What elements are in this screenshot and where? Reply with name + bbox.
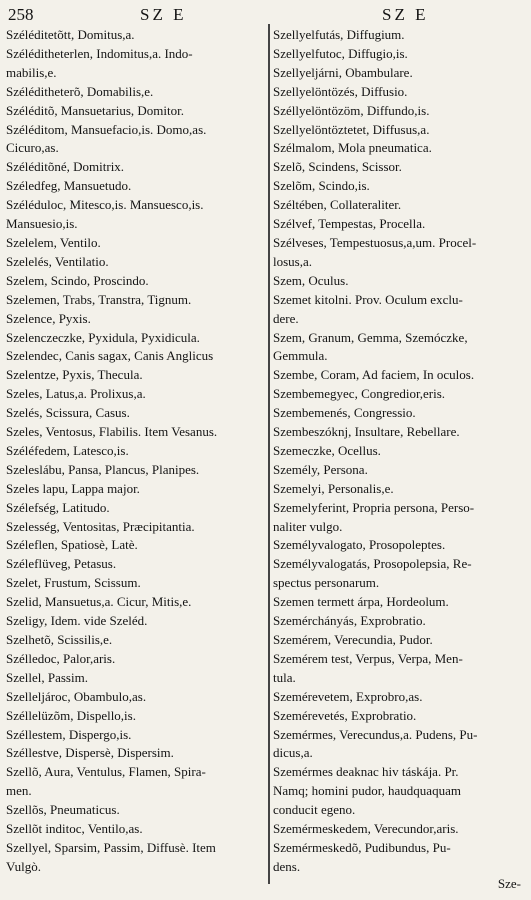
dictionary-entry: Széléditheterlen, Indomitus,a. Indo- mabilis,e. (6, 45, 193, 80)
dictionary-entry: Széléditom, Mansuefacio,is. Domo,as. Cicuro,as. (6, 121, 207, 156)
dictionary-entry: Szemérmes, Verecundus,a. Pudens, Pu- dicus,a. (273, 726, 478, 761)
dictionary-entry: Szelet, Frustum, Scissum. (6, 575, 141, 591)
dictionary-entry: Szemérevetem, Exprobro,as. (273, 688, 423, 704)
dictionary-entry: Szelelem, Ventilo. (6, 234, 101, 250)
dictionary-entry: Személyvalogatás, Prosopolepsia, Re- spectus personarum. (273, 556, 472, 591)
dictionary-entry: Szeles, Ventosus, Flabilis. Item Vesanus. (6, 424, 218, 440)
dictionary-entry: Szemeczke, Ocellus. (273, 442, 381, 458)
left-running-head: SZ E (140, 5, 187, 24)
dictionary-entry: Széléduloc, Mitesco,is. Mansuesco,is. Mansuesio,is. (6, 197, 204, 232)
dictionary-entry: Szemérmeskedem, Verecundor,aris. (273, 821, 459, 837)
dictionary-entry: Szelentze, Pyxis, Thecula. (6, 367, 143, 383)
page-number: 258 (8, 5, 34, 24)
dictionary-entry: Szemen termett árpa, Hordeolum. (273, 594, 449, 610)
dictionary-entry: Szellel, Passim. (6, 669, 88, 685)
dictionary-entry: Szelem, Scindo, Proscindo. (6, 272, 149, 288)
dictionary-entry: Szemet kitolni. Prov. Oculum exclu- dere. (273, 291, 463, 326)
dictionary-entry: Széllestve, Dispersè, Dispersim. (6, 745, 174, 761)
dictionary-entry: Szembemenés, Congressio. (273, 405, 416, 421)
dictionary-entry: Szemérevetés, Exprobratio. (273, 707, 417, 723)
catchword: Sze- (497, 876, 521, 891)
dictionary-entry: Szelendec, Canis sagax, Canis Anglicus (6, 348, 214, 364)
dictionary-entry: Szemérem test, Verpus, Verpa, Men- tula. (273, 650, 463, 685)
dictionary-entry: Szelõ, Scindens, Scissor. (273, 159, 402, 175)
dictionary-entry: Szelesség, Ventositas, Præcipitantia. (6, 518, 195, 534)
dictionary-entry: Szem, Granum, Gemma, Szemóczke, Gemmula. (273, 329, 468, 364)
dictionary-entry: Szembeszóknj, Insultare, Rebellare. (273, 424, 460, 440)
dictionary-entry: Széléfedem, Latesco,is. (6, 442, 129, 458)
dictionary-entry: Szellõs, Pneumaticus. (6, 802, 120, 818)
dictionary-entry: Széleflen, Spatiosè, Latè. (6, 537, 138, 553)
dictionary-entry: Szembemegyec, Congredior,eris. (273, 386, 446, 402)
dictionary-entry: Szelõm, Scindo,is. (273, 178, 370, 194)
dictionary-entry: Széllelüzõm, Dispello,is. (6, 707, 136, 723)
dictionary-entry: Széltében, Collateraliter. (273, 197, 402, 213)
dictionary-entry: Szellyelöntözés, Diffusio. (273, 83, 408, 99)
dictionary-entry: Szelid, Mansuetus,a. Cicur, Mitis,e. (6, 594, 192, 610)
dictionary-entry: Széleflüveg, Petasus. (6, 556, 117, 572)
dictionary-entry: Szemelyferint, Propria persona, Perso- naliter vulgo. (273, 499, 475, 534)
dictionary-entry: Szellyeljárni, Obambulare. (273, 64, 413, 80)
dictionary-entry: Szellyelfutás, Diffugium. (273, 27, 405, 42)
dictionary-entry: Széléditõ, Mansuetarius, Domitor. (6, 102, 185, 118)
dictionary-entry: Szelenczeczke, Pyxidula, Pyxidicula. (6, 329, 200, 345)
dictionary-entry: Szelés, Scissura, Casus. (6, 405, 130, 421)
dictionary-entry: Szemelyi, Personalis,e. (273, 480, 394, 496)
dictionary-entry: Szembe, Coram, Ad faciem, In oculos. (273, 367, 475, 383)
right-column (273, 26, 525, 877)
column-divider (268, 24, 270, 884)
dictionary-entry: Szellyel, Sparsim, Passim, Diffusè. Item Vulgò. (6, 839, 216, 874)
dictionary-entry: Szeleslábu, Pansa, Plancus, Planipes. (6, 461, 200, 477)
dictionary-entry: Szemérmeskedõ, Pudibundus, Pu- dens. (273, 839, 451, 874)
dictionary-entry: Szelleljároc, Obambulo,as. (6, 688, 147, 704)
dictionary-entry: Szélveses, Tempestuosus,a,um. Procel- losus,a. (273, 234, 477, 269)
dictionary-entry: Szeligy, Idem. vide Szeléd. (6, 613, 148, 629)
dictionary-entry: Szélledoc, Palor,aris. (6, 650, 116, 666)
dictionary-entry: Szellõt inditoc, Ventilo,as. (6, 821, 143, 837)
dictionary-entry: Szelhetõ, Scissilis,e. (6, 632, 113, 647)
dictionary-entry: Szeles, Latus,a. Prolixus,a. (6, 386, 146, 402)
dictionary-entry: Szélvef, Tempestas, Procella. (273, 216, 426, 232)
dictionary-entry: Szélefség, Latitudo. (6, 499, 110, 515)
dictionary-entry: Szelence, Pyxis. (6, 310, 91, 326)
dictionary-entry: Szemérem, Verecundia, Pudor. (273, 632, 433, 647)
dictionary-entry: Széllestem, Dispergo,is. (6, 726, 132, 742)
dictionary-entry: Széléditetõtt, Domitus,a. (6, 27, 135, 42)
dictionary-entry: Szellyelfutoc, Diffugio,is. (273, 45, 408, 61)
left-column (6, 26, 264, 877)
dictionary-entry: Széléditheterõ, Domabilis,e. (6, 83, 154, 99)
dictionary-entry: Szem, Oculus. (273, 272, 349, 288)
dictionary-entry: Széléditõné, Domitrix. (6, 159, 125, 175)
dictionary-entry: Szélmalom, Mola pneumatica. (273, 140, 432, 156)
page-header (0, 3, 531, 25)
dictionary-entry: Szemérchányás, Exprobratio. (273, 613, 426, 629)
dictionary-entry: Szelelés, Ventilatio. (6, 253, 109, 269)
dictionary-entry: Szeles lapu, Lappa major. (6, 480, 140, 496)
dictionary-entry: Szemérmes deaknac hiv táskája. Pr. Namq; homini pudor, haudquaquam conducit egeno. (273, 764, 461, 818)
dictionary-entry: Szelemen, Trabs, Transtra, Tignum. (6, 291, 192, 307)
dictionary-entry: Személy, Persona. (273, 461, 368, 477)
dictionary-entry: Széledfeg, Mansuetudo. (6, 178, 132, 194)
dictionary-entry: Széllyelöntözöm, Diffundo,is. (273, 102, 430, 118)
dictionary-entry: Szellyelöntöztetet, Diffusus,a. (273, 121, 430, 137)
dictionary-entry: Szellõ, Aura, Ventulus, Flamen, Spira- men. (6, 764, 206, 799)
dictionary-entry: Személyvalogato, Prosopoleptes. (273, 537, 446, 553)
right-running-head: SZ E (382, 5, 429, 24)
